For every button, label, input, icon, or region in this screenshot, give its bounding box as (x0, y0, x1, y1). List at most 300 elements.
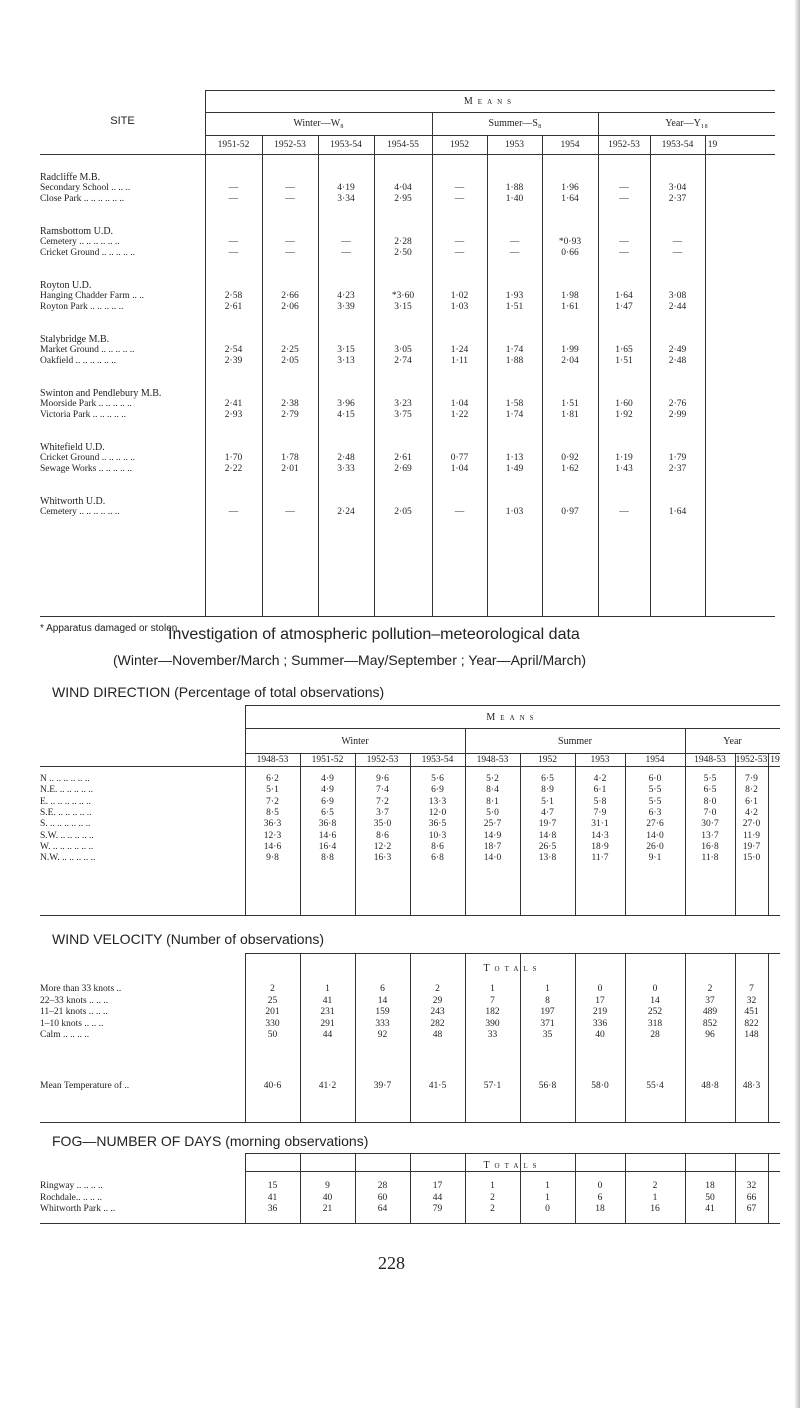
fog-row-label: Ringway .. .. .. .. (40, 1181, 103, 1191)
wv-cell: 0 (652, 984, 658, 994)
table-cell: 2·61 (224, 302, 243, 312)
table-cell: 3·39 (337, 302, 355, 312)
page-edge-shadow (794, 0, 800, 1408)
wv-row-label: 1–10 knots .. .. .. (40, 1018, 104, 1029)
table-cell: 2·28 (394, 237, 412, 247)
wd-cell: 9·8 (266, 853, 279, 864)
fog-cell: 28 (377, 1181, 388, 1191)
wv-cell: 37 (705, 995, 715, 1006)
table-cell: 2·50 (394, 248, 412, 258)
table-cell: 1·49 (505, 464, 524, 474)
table-cell: 2·39 (224, 356, 243, 366)
wv-cell: 7 (749, 984, 754, 994)
table-cell: 1·51 (505, 302, 524, 312)
wv-cell: 14 (377, 995, 388, 1006)
wv-cell: 32 (746, 995, 757, 1006)
mean-temperature-label: Mean Temperature of .. (40, 1081, 130, 1091)
site-name: Hanging Chadder Farm .. .. (40, 291, 144, 301)
table-cell: 4·23 (337, 291, 355, 301)
table-cell: — (509, 237, 520, 247)
wd-cell: 6·9 (431, 785, 444, 796)
table-cell: 1·99 (561, 345, 579, 355)
table-cell: 1·64 (561, 194, 579, 204)
wv-cell: 1 (490, 984, 495, 994)
table-cell: — (619, 183, 629, 193)
wd-cell: 6·3 (648, 807, 662, 818)
wd-cell: 25·7 (483, 819, 502, 830)
wd-cell: 5·1 (541, 796, 554, 807)
fog-cell: 44 (432, 1192, 443, 1203)
table-cell: 1·04 (450, 464, 469, 474)
table1-column-rule (650, 135, 651, 616)
wv-cell: 50 (267, 1030, 278, 1040)
table-cell: 1·40 (505, 194, 524, 204)
wv-cell: 8 (545, 995, 550, 1006)
table-cell: 1·11 (450, 356, 469, 366)
table-cell: 1·93 (505, 291, 524, 301)
wd-cell: 7·9 (593, 807, 607, 818)
table-cell: 3·33 (337, 464, 355, 474)
table-cell: 2·66 (281, 291, 299, 301)
table-cell: 2·49 (668, 345, 687, 355)
table-cell: 2·38 (281, 399, 299, 409)
fog-cell: 1 (490, 1181, 495, 1191)
wd-cell: 6·0 (648, 774, 662, 784)
table-cell: — (619, 237, 629, 247)
fog-cell: 18 (595, 1204, 605, 1214)
site-name: Cemetery .. .. .. .. .. .. (40, 507, 120, 517)
table-cell: 1·58 (505, 399, 524, 409)
wv-cell: 7 (490, 995, 495, 1006)
table-cell: 1·74 (505, 410, 524, 420)
wv-cell: 318 (647, 1018, 663, 1029)
wv-row-label: 22–33 knots .. .. .. (40, 995, 109, 1006)
wd-cell: 26·0 (646, 841, 664, 852)
wd-cell: 16·3 (373, 853, 392, 864)
table-cell: 3·75 (394, 410, 412, 420)
wd-group-rule (245, 753, 780, 754)
table-cell: 1·60 (615, 399, 633, 409)
table-cell: — (619, 248, 629, 258)
section-title: Whitefield U.D. (40, 442, 105, 453)
wv-cell: 48 (432, 1030, 443, 1040)
fog-cell: 41 (267, 1192, 278, 1203)
wd-cell: 6·5 (703, 785, 717, 796)
mean-temperature-cell: 48·3 (742, 1081, 761, 1091)
wv-cell: 41 (322, 995, 333, 1006)
table-cell: 1·98 (561, 291, 579, 301)
wd-cell: 8·8 (321, 853, 334, 864)
wd-cell: 3·7 (376, 807, 389, 818)
table-cell: — (341, 237, 351, 247)
wv-cell: 282 (430, 1018, 445, 1029)
table1-column-rule (542, 135, 543, 616)
table-cell: — (228, 237, 239, 247)
wv-cell: 243 (430, 1007, 445, 1017)
wv-cell: 2 (707, 984, 713, 994)
table-cell: 2·37 (668, 464, 687, 474)
wd-cell: 8·1 (486, 796, 499, 807)
site-name: Market Ground .. .. .. .. .. (40, 345, 135, 355)
wd-means-label: Means (486, 712, 539, 723)
wd-row-label: E. .. .. .. .. .. .. (40, 796, 91, 807)
table-cell: — (228, 183, 239, 193)
wd-cell: 6·8 (431, 853, 444, 864)
wd-cell: 5·5 (648, 796, 662, 807)
fog-cell: 64 (377, 1204, 388, 1214)
wd-cell: 12·2 (373, 841, 392, 852)
wd-period-header: 1954 (645, 755, 665, 765)
wd-period-header: 1952-53 (366, 755, 399, 765)
wd-row-label: N.E. .. .. .. .. .. (40, 785, 94, 796)
wd-cell: 27·6 (646, 819, 664, 830)
table-cell: 3·23 (394, 399, 412, 409)
fog-cell: 15 (267, 1181, 278, 1191)
table-cell: 4·15 (337, 410, 355, 420)
fog-cell: 32 (746, 1181, 757, 1191)
wv-cell: 1 (545, 984, 550, 994)
wv-cell: 14 (650, 995, 660, 1006)
wv-cell: 96 (705, 1030, 715, 1040)
wv-cell: 201 (265, 1007, 280, 1017)
site-name: Secondary School .. .. .. (40, 183, 131, 193)
wv-cell: 159 (375, 1007, 390, 1017)
wd-bottom-rule (40, 915, 780, 916)
mean-temperature-cell: 39·7 (373, 1081, 392, 1091)
table-cell: 2·37 (668, 194, 687, 204)
wd-cell: 11·7 (591, 853, 609, 864)
table-cell: 2·01 (281, 464, 299, 474)
wd-cell: 7·2 (376, 796, 389, 807)
period-header: 1952 (450, 140, 469, 150)
wd-row-label: N .. .. .. .. .. .. (40, 774, 90, 784)
table1-header-bottom-rule (40, 154, 775, 155)
wv-cell: 28 (650, 1030, 660, 1040)
fog-cell: 2 (652, 1181, 658, 1191)
wd-cell: 30·7 (701, 819, 719, 830)
table-cell: 1·81 (561, 410, 579, 420)
mean-temperature-cell: 41·2 (318, 1081, 337, 1091)
table-cell: — (672, 248, 683, 258)
wv-cell: 33 (487, 1030, 498, 1040)
table-cell: — (285, 507, 295, 517)
wv-totals-label: Totals (483, 963, 542, 974)
wd-cell: 8·6 (431, 841, 444, 852)
fog-cell: 36 (267, 1204, 278, 1214)
wv-cell: 25 (267, 995, 278, 1006)
mean-temperature-cell: 57·1 (483, 1081, 502, 1091)
wv-cell: 182 (485, 1007, 500, 1017)
wd-cell: 14·3 (591, 830, 609, 841)
section-title: Royton U.D. (40, 280, 92, 291)
table1-means-rule (205, 112, 775, 113)
table-cell: 3·08 (668, 291, 687, 301)
wv-cell: 1 (325, 984, 330, 994)
wv-cell: 2 (270, 984, 275, 994)
table-cell: 4·04 (394, 183, 412, 193)
wv-cell: 6 (380, 984, 385, 994)
fog-cell: 0 (597, 1181, 603, 1191)
wd-cell: 6·5 (321, 807, 334, 818)
wd-cell: 35·0 (373, 819, 392, 830)
table-cell: 1·04 (450, 399, 469, 409)
site-name: Moorside Park .. .. .. .. .. (40, 399, 132, 409)
wd-cell: 4·9 (321, 785, 334, 796)
table-cell: 1·47 (615, 302, 633, 312)
wd-means-rule (245, 728, 780, 729)
table-cell: 3·04 (668, 183, 687, 193)
table1-bottom-rule (40, 616, 775, 617)
wd-cell: 5·5 (648, 785, 662, 796)
table-cell: 3·96 (337, 399, 355, 409)
wd-cell: 36·3 (263, 819, 282, 830)
investigation-title: Investigation of atmospheric pollution–meteorological data (168, 626, 580, 643)
table-cell: 1·03 (450, 302, 469, 312)
wd-cell: 8·5 (266, 807, 279, 818)
table-cell: — (619, 194, 629, 204)
wd-cell: 5·6 (431, 774, 444, 784)
table1-column-rule (705, 135, 706, 616)
table-cell: — (228, 248, 239, 258)
section-title: Ramsbottom U.D. (40, 226, 114, 237)
fog-row-label: Rochdale.. .. .. .. (40, 1192, 103, 1203)
table-cell: 1·03 (505, 507, 524, 517)
wd-row-label: S. .. .. .. .. .. .. (40, 819, 91, 830)
wv-cell: 852 (702, 1018, 718, 1029)
mean-temperature-cell: 56·8 (538, 1081, 557, 1091)
wd-row-label: W. .. .. .. .. .. .. (40, 841, 94, 852)
wv-row-label: 11–21 knots .. .. .. (40, 1007, 108, 1017)
wv-cell: 330 (265, 1018, 280, 1029)
table-cell: 3·15 (337, 345, 355, 355)
wd-cell: 5·2 (486, 774, 499, 784)
wv-cell: 390 (485, 1018, 500, 1029)
site-name: Cemetery .. .. .. .. .. .. (40, 237, 120, 247)
wd-cell: 18·9 (591, 841, 609, 852)
wv-column-rule (768, 953, 769, 1122)
table1-column-rule (262, 135, 263, 616)
table-cell: 1·96 (561, 183, 579, 193)
wd-cell: 8·2 (745, 785, 758, 796)
period-header: 1952-53 (608, 140, 640, 150)
wv-cell: 451 (744, 1007, 759, 1017)
wd-cell: 14·0 (483, 853, 502, 864)
wd-cell: 12·0 (428, 807, 447, 818)
table-cell: — (454, 507, 465, 517)
wv-cell: 252 (647, 1007, 663, 1017)
table-cell: 2·22 (224, 464, 243, 474)
wd-group-winter: Winter (341, 736, 369, 747)
table-cell: 2·69 (394, 464, 412, 474)
wd-cell: 19·7 (538, 819, 557, 830)
fog-cell: 9 (325, 1181, 330, 1191)
table-cell: 0·77 (450, 453, 469, 463)
group-summer: Summer—S₈ (488, 118, 542, 129)
fog-cell: 21 (322, 1204, 333, 1214)
wd-cell: 11·9 (742, 830, 761, 841)
wd-cell: 14·9 (483, 830, 502, 841)
wd-top-rule (245, 705, 780, 706)
table-cell: 1·88 (505, 183, 524, 193)
table-cell: 2·41 (224, 399, 243, 409)
wd-period-header: 1952 (538, 755, 557, 765)
table-cell: 1·64 (615, 291, 633, 301)
section-title: Whitworth U.D. (40, 496, 106, 507)
fog-cell: 40 (322, 1192, 333, 1203)
wv-cell: 148 (744, 1030, 759, 1040)
fog-cell: 6 (597, 1192, 603, 1203)
table-cell: 1·13 (505, 453, 524, 463)
table-cell: 2·25 (281, 345, 299, 355)
wv-cell: 197 (540, 1007, 555, 1017)
wv-top-rule (245, 953, 780, 954)
wv-cell: 0 (597, 984, 603, 994)
table-cell: 2·93 (224, 410, 243, 420)
wd-cell: 12·3 (263, 830, 282, 841)
wd-cell: 9·6 (376, 774, 389, 784)
wd-cell: 5·0 (486, 807, 499, 818)
table-cell: 2·04 (561, 356, 579, 366)
table-cell: 1·24 (450, 345, 469, 355)
table-cell: 1·62 (561, 464, 579, 474)
wd-column-rule (768, 753, 769, 915)
wv-cell: 92 (377, 1030, 388, 1040)
table-cell: 2·76 (668, 399, 687, 409)
wd-cell: 7·0 (703, 807, 717, 818)
table-cell: — (509, 248, 520, 258)
wd-period-header: 1948-53 (256, 755, 289, 765)
fog-cell: 16 (650, 1204, 660, 1214)
wd-period-header: 1952-53 (735, 755, 768, 765)
wd-cell: 31·1 (591, 819, 609, 830)
table-cell: 2·06 (281, 302, 299, 312)
table-cell: 2·48 (337, 453, 355, 463)
table-cell: 4·19 (337, 183, 355, 193)
site-name: Oakfield .. .. .. .. .. .. (40, 356, 116, 366)
wd-cell: 19·7 (742, 841, 761, 852)
wv-cell: 231 (320, 1007, 335, 1017)
wd-period-header: 1953 (590, 755, 610, 765)
wv-cell: 35 (542, 1030, 553, 1040)
fog-cell: 1 (545, 1181, 550, 1191)
table-cell: 0·92 (561, 453, 579, 463)
table-cell: — (454, 183, 465, 193)
wd-cell: 13·3 (428, 796, 447, 807)
mean-temperature-cell: 41·5 (428, 1081, 447, 1091)
table-cell: 3·05 (394, 345, 412, 355)
table-cell: 0·66 (561, 248, 579, 258)
wv-cell: 17 (595, 995, 605, 1006)
mean-temperature-cell: 48·8 (701, 1081, 719, 1091)
wd-cell: 14·6 (263, 841, 282, 852)
period-header: 19 (707, 140, 718, 150)
table-cell: — (454, 248, 465, 258)
mean-temperature-cell: 58·0 (591, 1081, 609, 1091)
table1-top-rule (205, 90, 775, 91)
table-cell: — (285, 248, 295, 258)
wd-cell: 8·9 (541, 785, 554, 796)
table-cell: 1·19 (615, 453, 633, 463)
period-header: 1953-54 (661, 140, 694, 150)
site-name: Cricket Ground .. .. .. .. .. (40, 248, 135, 258)
fog-cell: 60 (377, 1192, 388, 1203)
wv-cell: 489 (702, 1007, 718, 1017)
wv-cell: 371 (540, 1018, 555, 1029)
wd-cell: 6·9 (321, 796, 334, 807)
table-cell: — (454, 194, 465, 204)
table-cell: 2·44 (668, 302, 687, 312)
table1-means-label: Means (463, 96, 517, 107)
table1-column-rule (318, 135, 319, 616)
table-cell: — (285, 237, 295, 247)
wd-cell: 9·1 (648, 853, 662, 864)
table-cell: 2·95 (394, 194, 412, 204)
table-cell: 3·34 (337, 194, 355, 204)
fog-cell: 1 (652, 1192, 658, 1203)
period-header: 1954-55 (387, 140, 419, 150)
table-cell: 1·22 (450, 410, 469, 420)
wd-cell: 7·4 (376, 785, 389, 796)
wd-cell: 4·9 (321, 774, 334, 784)
site-name: Sewage Works .. .. .. .. .. (40, 464, 132, 474)
table-cell: 1·02 (450, 291, 469, 301)
wv-cell: 2 (435, 984, 440, 994)
wd-cell: 14·0 (646, 830, 664, 841)
table-cell: 1·74 (505, 345, 524, 355)
wd-cell: 27·0 (742, 819, 761, 830)
wd-period-header: 1953-54 (421, 755, 454, 765)
wd-cell: 8·6 (376, 830, 389, 841)
table-cell: — (228, 194, 239, 204)
table-cell: 1·70 (224, 453, 243, 463)
wd-period-header: 1951-52 (311, 755, 344, 765)
footnote: * Apparatus damaged or stolen. (40, 623, 181, 634)
wd-cell: 4·7 (541, 807, 554, 818)
wd-cell: 7·9 (745, 774, 758, 784)
table-cell: — (285, 183, 295, 193)
fog-cell: 66 (746, 1192, 757, 1203)
table-cell: 2·99 (668, 410, 687, 420)
table-cell: 1·78 (281, 453, 299, 463)
period-header: 1953 (505, 140, 524, 150)
section-title: Radcliffe M.B. (40, 172, 101, 183)
wd-cell: 5·8 (593, 796, 607, 807)
table-cell: 0·97 (561, 507, 579, 517)
wv-bottom-rule (40, 1122, 780, 1123)
fog-cell: 67 (746, 1204, 757, 1214)
wd-cell: 8·0 (703, 796, 717, 807)
wd-cell: 13·7 (701, 830, 719, 841)
table-cell: 1·64 (668, 507, 687, 517)
wd-cell: 36·5 (428, 819, 447, 830)
wd-group-summer: Summer (558, 736, 592, 747)
table-cell: 2·48 (668, 356, 687, 366)
wd-cell: 18·7 (483, 841, 502, 852)
fog-row-label: Whitworth Park .. .. (40, 1204, 116, 1214)
period-header: 1953-54 (330, 140, 362, 150)
wv-cell: 29 (432, 995, 443, 1006)
site-name: Cricket Ground .. .. .. .. .. (40, 453, 135, 463)
group-winter: Winter—W₈ (293, 118, 344, 129)
wd-cell: 14·6 (318, 830, 337, 841)
table-cell: 1·79 (668, 453, 687, 463)
table-cell: 2·79 (281, 410, 299, 420)
season-definitions: (Winter—November/March ; Summer—May/September ; Year—April/March) (113, 652, 587, 668)
mean-temperature-cell: 40·6 (263, 1081, 282, 1091)
wd-row-label: S.E. .. .. .. .. .. (40, 807, 92, 818)
wd-period-header: 1948-53 (694, 755, 726, 765)
wd-group-year: Year (723, 736, 742, 747)
